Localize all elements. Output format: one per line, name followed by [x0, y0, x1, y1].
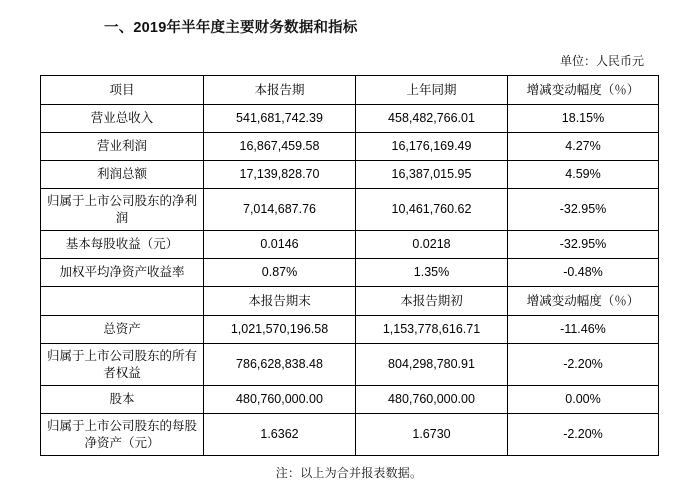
header-period-end: 本报告期末	[204, 287, 356, 316]
row-label: 营业总收入	[41, 105, 204, 133]
row-label: 归属于上市公司股东的每股净资产（元）	[41, 414, 204, 456]
row-label: 总资产	[41, 316, 204, 344]
row-previous-value: 480,760,000.00	[356, 386, 508, 414]
row-change-value: 4.59%	[508, 161, 659, 189]
row-current-value: 480,760,000.00	[204, 386, 356, 414]
row-change-value: -2.20%	[508, 414, 659, 456]
table-row	[41, 161, 659, 189]
row-previous-value: 0.0218	[356, 231, 508, 259]
row-previous-value: 1,153,778,616.71	[356, 316, 508, 344]
row-label: 利润总额	[41, 161, 204, 189]
header-item: 项目	[41, 76, 204, 105]
row-label: 加权平均净资产收益率	[41, 259, 204, 287]
row-change-value: 0.00%	[508, 386, 659, 414]
financial-summary-table	[40, 75, 659, 456]
row-previous-value: 16,387,015.95	[356, 161, 508, 189]
row-label: 归属于上市公司股东的净利润	[41, 189, 204, 231]
row-change-value: -11.46%	[508, 316, 659, 344]
row-change-value: -32.95%	[508, 231, 659, 259]
row-previous-value: 10,461,760.62	[356, 189, 508, 231]
header-current-period: 本报告期	[204, 76, 356, 105]
header-period-begin: 本报告期初	[356, 287, 508, 316]
table-row	[41, 344, 659, 386]
row-label: 归属于上市公司股东的所有者权益	[41, 344, 204, 386]
table-row	[41, 259, 659, 287]
table-header-row-balance	[41, 287, 659, 316]
header-blank	[41, 287, 204, 316]
page-title: 一、2019年半年度主要财务数据和指标	[104, 20, 358, 36]
table-row	[41, 414, 659, 456]
table-row	[41, 231, 659, 259]
row-label: 营业利润	[41, 133, 204, 161]
row-current-value: 16,867,459.58	[204, 133, 356, 161]
row-previous-value: 16,176,169.49	[356, 133, 508, 161]
row-change-value: -32.95%	[508, 189, 659, 231]
row-current-value: 541,681,742.39	[204, 105, 356, 133]
row-previous-value: 1.35%	[356, 259, 508, 287]
row-previous-value: 1.6730	[356, 414, 508, 456]
row-current-value: 17,139,828.70	[204, 161, 356, 189]
row-change-value: -0.48%	[508, 259, 659, 287]
table-row	[41, 386, 659, 414]
row-change-value: 4.27%	[508, 133, 659, 161]
row-current-value: 7,014,687.76	[204, 189, 356, 231]
row-previous-value: 804,298,780.91	[356, 344, 508, 386]
table-row	[41, 189, 659, 231]
row-change-value: -2.20%	[508, 344, 659, 386]
header-previous-period: 上年同期	[356, 76, 508, 105]
row-current-value: 1,021,570,196.58	[204, 316, 356, 344]
table-row	[41, 105, 659, 133]
row-change-value: 18.15%	[508, 105, 659, 133]
row-current-value: 0.87%	[204, 259, 356, 287]
table-note: 注：以上为合并报表数据。	[275, 466, 423, 480]
table-row	[41, 133, 659, 161]
row-current-value: 0.0146	[204, 231, 356, 259]
header-change-rate: 增减变动幅度（％）	[508, 287, 659, 316]
table-header-row-period	[41, 76, 659, 105]
table-row	[41, 316, 659, 344]
row-previous-value: 458,482,766.01	[356, 105, 508, 133]
row-label: 基本每股收益（元）	[41, 231, 204, 259]
unit-label: 单位：人民币元	[559, 54, 644, 68]
row-label: 股本	[41, 386, 204, 414]
header-change-rate: 增减变动幅度（％）	[508, 76, 659, 105]
row-current-value: 786,628,838.48	[204, 344, 356, 386]
row-current-value: 1.6362	[204, 414, 356, 456]
